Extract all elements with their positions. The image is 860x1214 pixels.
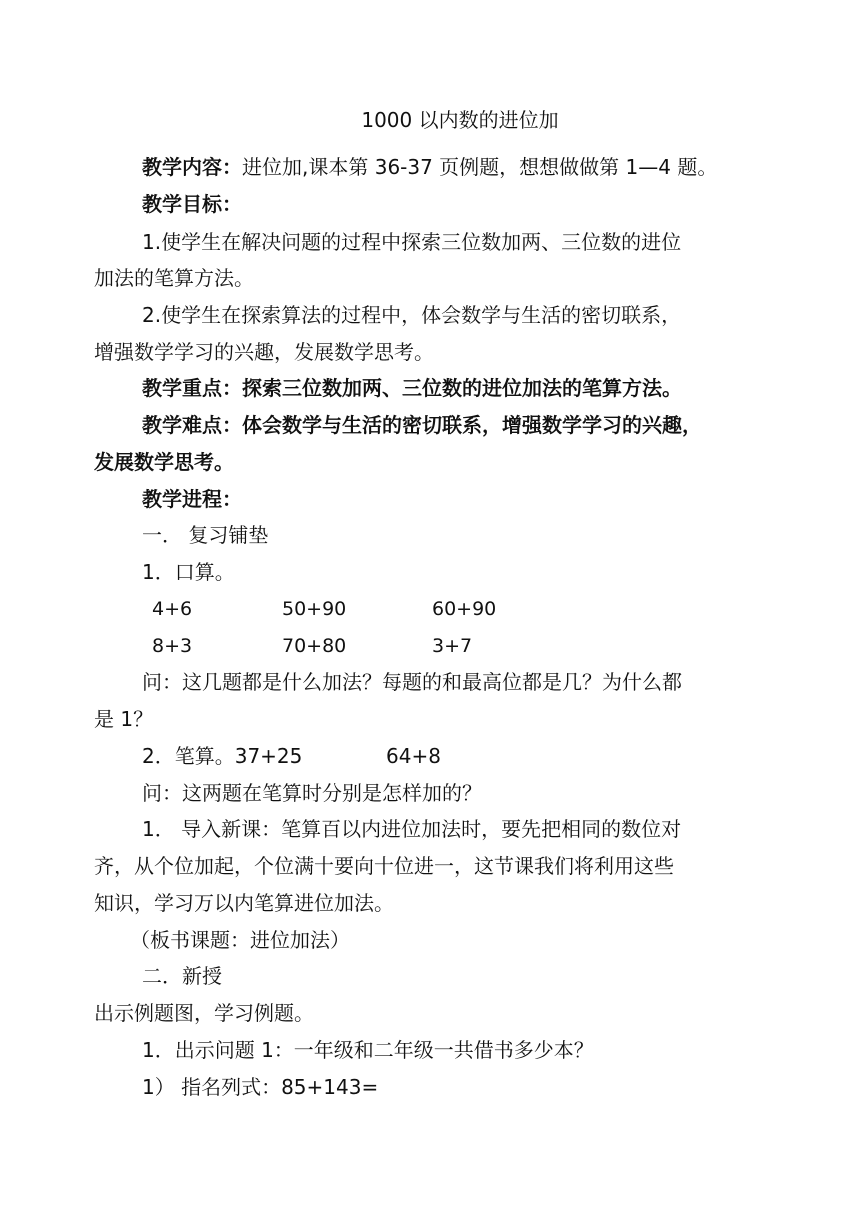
- written-calc-item: 64+8: [386, 744, 441, 768]
- oral-item: 4+6: [152, 598, 193, 620]
- question-1-line-1: 问：这几题都是什么加法？每题的和最高位都是几？为什么都: [142, 670, 682, 694]
- key-point: 教学重点：探索三位数加两、三位数的进位加法的笔算方法。: [142, 376, 682, 400]
- goal-2-line-1: 2.使学生在探索算法的过程中，体会数学与生活的密切联系，: [142, 303, 682, 327]
- intro-line-1: 1． 导入新课：笔算百以内进位加法时，要先把相同的数位对: [142, 817, 682, 841]
- problem-1: 1．出示问题 1：一年级和二年级一共借书多少本？: [142, 1038, 594, 1062]
- oral-item: 60+90: [432, 598, 497, 620]
- show-example: 出示例题图，学习例题。: [94, 1001, 314, 1025]
- oral-item: 70+80: [282, 635, 347, 657]
- goal-1-line-1: 1.使学生在解决问题的过程中探索三位数加两、三位数的进位: [142, 230, 682, 254]
- oral-item: 50+90: [282, 598, 347, 620]
- goal-2-line-2: 增强数学学习的兴趣，发展数学思考。: [94, 340, 434, 364]
- teaching-content-text: 进位加,课本第 36-37 页例题，想想做做第 1—4 题。: [242, 155, 718, 179]
- intro-line-2: 齐，从个位加起，个位满十要向十位进一，这节课我们将利用这些: [94, 854, 674, 878]
- section-new-lesson: 二．新授: [142, 964, 222, 988]
- question-1-line-2: 是 1？: [94, 707, 154, 731]
- document-title: 1000 以内数的进位加: [361, 108, 559, 132]
- teaching-goals-label: 教学目标：: [142, 192, 242, 216]
- goal-1-line-2: 加法的笔算方法。: [94, 266, 254, 290]
- oral-item: 8+3: [152, 635, 193, 657]
- section-review: 一． 复习铺垫: [142, 523, 269, 547]
- question-2: 问：这两题在笔算时分别是怎样加的？: [142, 781, 482, 805]
- teaching-content-label: 教学内容：: [142, 155, 242, 179]
- teaching-content-line: [142, 155, 717, 179]
- intro-line-3: 知识，学习万以内笔算进位加法。: [94, 891, 394, 915]
- board-title-note: （板书课题：进位加法）: [130, 928, 350, 952]
- difficulty-line-1: 教学难点：体会数学与生活的密切联系，增强数学学习的兴趣，: [142, 413, 702, 437]
- written-calc-label: 2．笔算。37+25: [142, 744, 303, 768]
- process-label: 教学进程：: [142, 487, 242, 511]
- step-1: 1） 指名列式：85+143=: [142, 1075, 379, 1099]
- oral-item: 3+7: [432, 635, 473, 657]
- difficulty-line-2: 发展数学思考。: [94, 450, 234, 474]
- oral-calc-label: 1．口算。: [142, 560, 235, 584]
